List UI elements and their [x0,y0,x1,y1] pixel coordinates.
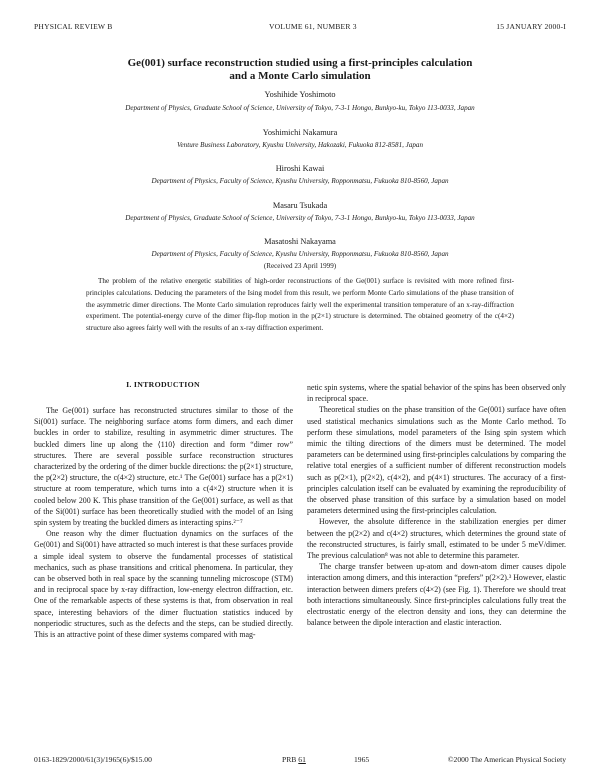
article-code: 0163-1829/2000/61(3)/1965(6)/$15.00 [34,755,152,764]
prb-label: PRB [282,755,297,764]
title-line-1: Ge(001) surface reconstruction studied using a first-principles calculation [127,57,473,69]
page-number: 1965 [354,755,370,764]
author-name: Masaru Tsukada [272,201,328,210]
paragraph: However, the absolute difference in the stabilization energies per dimer between the p(2×2) and c(4×2) structures, which determines the ground state of the reconstructed structures, is fairly small, estimated to be under 5 meV/dimer. The previous calculation⁸ was not able to determine this parameter. [307,517,566,561]
issue-date: 15 JANUARY 2000-I [496,22,566,31]
title-line-2: and a Monte Carlo simulation [229,70,371,82]
paragraph: One reason why the dimer fluctuation dynamics on the surfaces of the Ge(001) and Si(001) have attracted so much interest is that these surfaces provide a simple ideal system to observe the fundamental processes of statistical mechanics, such as phase transitions and critical phenomena. In particular, they can be observed both in real space by the scanning tunneling microscope (STM) and in reciprocal space by x-ray diffraction, low-energy electron diffraction, etc. One of the remarkable aspects of these systems is that, from observation in real space, interesting behaviors of the dimer fluctuation statistics induced by nonperiodic structures, such as the defects and the steps, can be studied directly. This is an attractive point of these dimer systems compared with mag- [34,529,293,640]
paragraph: netic spin systems, where the spatial behavior of the spins has been observed only in reciprocal space. [307,383,566,404]
abstract: The problem of the relative energetic stabilities of high-order reconstructions of the Ge(001) surface is revisited with more refined first-principles calculations. Deducing the parameters of the Ising model from this result, we perform Monte Carlo simulations of the phase transition of the asymmetric dimer directions. The Monte Carlo simulation reproduces fairly well the experimental transition temperature of an x-ray-diffraction experiment. The potential-energy curve of the dimer flip-flop motion in the p(2×1) structure is determined. The obtained geometry of the c(4×2) structure also agrees fairly well with the results of an x-ray diffraction experiment. [86,277,514,333]
author-name: Masatoshi Nakayama [264,237,336,246]
page-footer [34,755,566,767]
right-column [307,382,566,628]
author-name: Yoshihide Yoshimoto [264,90,336,99]
journal-name: PHYSICAL REVIEW B [34,22,113,31]
received-date: (Received 23 April 1999) [263,262,337,270]
journal-reference [282,755,306,764]
paragraph: The charge transfer between up-atom and down-atom dimer causes dipole interaction among dimers, and this interaction “prefers” p(2×2).³ However, elastic interaction between dimers prefers c(4×2) (see Fig. 1). Therefore we should treat both interactions simultaneously. Since first-principles calculations fully treat the electrostatic energy of the electron density and ions, they can determine the balance between the dipole interaction and elastic interaction. [307,562,566,628]
paragraph: The Ge(001) surface has reconstructed structures similar to those of the Si(001) surface. The neighboring surface atoms form dimers, and each dimer buckles in order to stabilize, resulting in asymmetric dimer structures. The buckled dimers line up along the ⟨110⟩ direction and form “dimer row” structures. There are several possible surface reconstruction structures characterized by the ordering of the dimer buckle directions: the p(2×1) structure, the p(2×2) structure, the c(4×2) structure, etc.¹ The Ge(001) surface has a p(2×1) structure at room temperature, which turns into a c(4×2) structure when it is cooled below 200 K. This phase transition of the Ge(001) surface, as well as that of the Si(001) surface has been theoretically studied with the model of an Ising spin system by treating the buckled dimers as interacting spins.²⁻⁷ [34,406,293,528]
author-affiliation: Department of Physics, Graduate School of Science, University of Tokyo, 7-3-1 Hongo, Bunkyo-ku, Tokyo 113-0033, Japan [125,214,475,222]
author-name: Yoshimichi Nakamura [262,128,338,137]
left-column [34,405,293,640]
running-header [34,22,566,34]
article-title [60,57,540,83]
author-affiliation: Department of Physics, Faculty of Science, Kyushu University, Ropponmatsu, Fukuoka 810-8560, Japan [151,250,449,258]
author-affiliation: Venture Business Laboratory, Kyushu University, Hakozaki, Fukuoka 812-8581, Japan [176,141,424,149]
volume-number: VOLUME 61, NUMBER 3 [269,22,357,31]
author-affiliation: Department of Physics, Graduate School of Science, University of Tokyo, 7-3-1 Hongo, Bunkyo-ku, Tokyo 113-0033, Japan [125,104,475,112]
author-name: Hiroshi Kawai [275,164,325,173]
copyright: ©2000 The American Physical Society [447,755,566,764]
prb-volume: 61 [298,755,306,764]
section-heading: I. INTRODUCTION [126,380,200,389]
paragraph: Theoretical studies on the phase transition of the Ge(001) surface have often used statistical mechanics simulations such as the Monte Carlo method. To perform these simulations, model parameters of the Ising spin system which mimic the tilting directions of the dimers must be determined. The model parameters can be determined using first-principles calculations by comparing the relative total energies of a sufficient number of different reconstruction models such as p(2×1), p(2×2), c(4×2), and p(4×1) structures. The accuracy of a first-principles calculation itself can be evaluated by examining the reproducibility of the observed phase transition of this surface by a simulation based on model parameters determined using the first-principles calculation. [307,405,566,516]
author-affiliation: Department of Physics, Faculty of Science, Kyushu University, Ropponmatsu, Fukuoka 810-8560, Japan [151,177,449,185]
